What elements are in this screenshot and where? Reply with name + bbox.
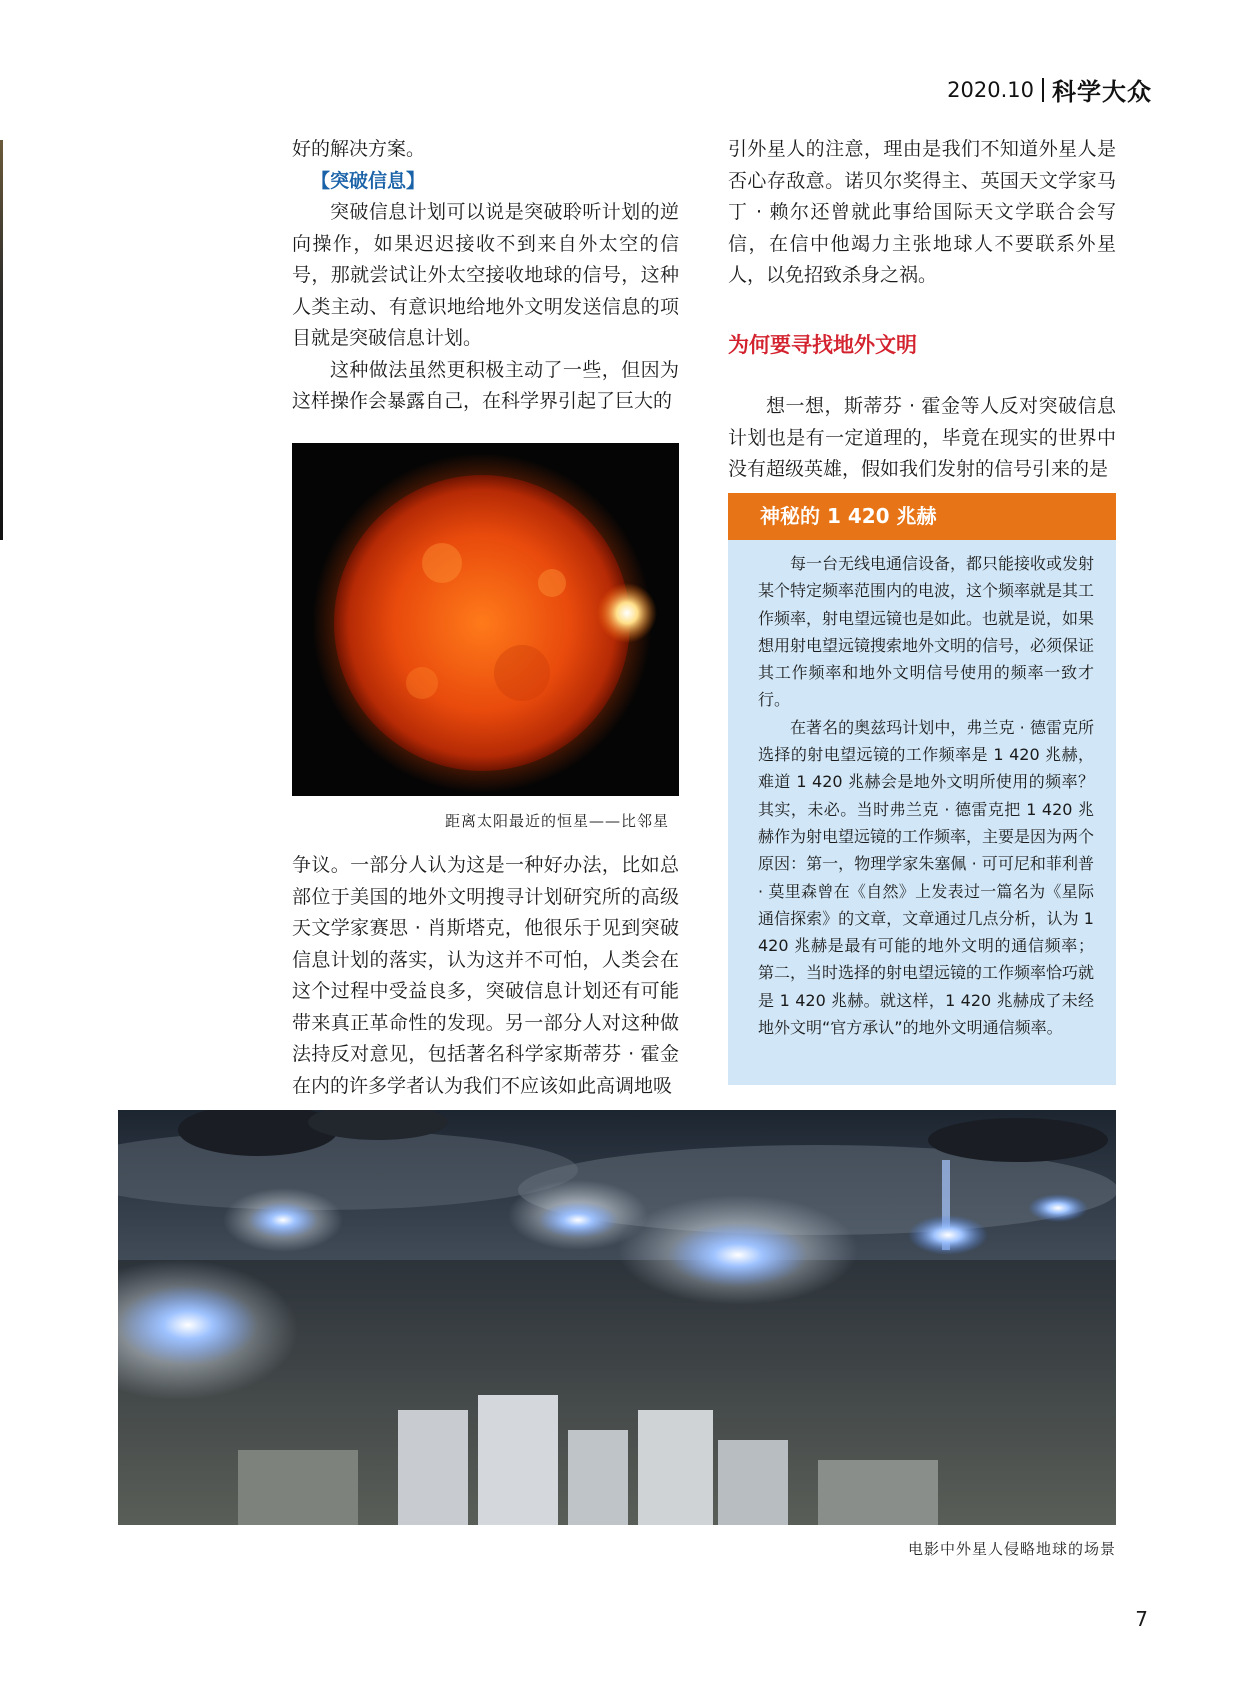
page-edge-strip	[0, 140, 3, 540]
right-column	[728, 134, 1116, 486]
magazine-logo: 科学大众	[1052, 77, 1152, 106]
sun-photo	[292, 443, 679, 796]
left-column-lower	[292, 850, 679, 1102]
sun-illustration	[292, 443, 679, 796]
left-column-upper	[292, 134, 679, 418]
issue-date: 2020.10	[947, 77, 1034, 102]
paragraph-continued: 引外星人的注意，理由是我们不知道外星人是否心存敌意。诺贝尔奖得主、英国天文学家马丁 · 赖尔还曾就此事给国际天文学联合会写信，在信中他竭力主张地球人不要联系外星人，以免招致杀身之祸。	[728, 138, 1116, 286]
paragraph: 突破信息计划可以说是突破聆听计划的逆向操作，如果迟迟接收不到来自外太空的信号，那就尝试让外太空接收地球的信号，这种人类主动、有意识地给地外文明发送信息的项目就是突破信息计划。	[292, 201, 679, 349]
page-header	[947, 72, 1152, 107]
paragraph: 想一想，斯蒂芬 · 霍金等人反对突破信息计划也是有一定道理的，毕竟在现实的世界中没有超级英雄，假如我们发射的信号引来的是	[728, 395, 1116, 480]
sidebar-text	[728, 540, 1116, 1041]
paragraph: 争议。一部分人认为这是一种好办法，比如总部位于美国的地外文明搜寻计划研究所的高级天文学家赛思 · 肖斯塔克，他很乐于见到突破信息计划的落实，认为这并不可怕，人类会在这个过程中受益良多，突破信息计划还有可能带来真正革命性的发现。另一部分人对这种做法持反对意见，包括著名科学家斯蒂芬 · 霍金在内的许多学者认为我们不应该如此高调地吸	[292, 854, 679, 1097]
sidebar-box	[728, 493, 1116, 1085]
sidebar-paragraph: 每一台无线电通信设备，都只能接收或发射某个特定频率范围内的电波，这个频率就是其工作频率，射电望远镜也是如此。也就是说，如果想用射电望远镜搜索地外文明的信号，必须保证其工作频率和地外文明信号使用的频率一致才行。	[758, 554, 1095, 710]
city-invasion-illustration	[118, 1110, 1116, 1525]
subheading-breakthrough-message: 【突破信息】	[311, 169, 426, 192]
section-title: 为何要寻找地外文明	[728, 332, 917, 357]
paragraph-continued: 好的解决方案。	[292, 138, 426, 160]
page-number: 7	[1135, 1607, 1148, 1631]
sidebar-title: 神秘的 1 420 兆赫	[728, 493, 1116, 540]
sun-photo-caption: 距离太阳最近的恒星——比邻星	[445, 812, 670, 830]
header-divider	[1042, 78, 1044, 102]
city-photo-caption: 电影中外星人侵略地球的场景	[907, 1540, 1116, 1558]
paragraph: 这种做法虽然更积极主动了一些，但因为这样操作会暴露自己，在科学界引起了巨大的	[292, 358, 679, 412]
alien-invasion-photo	[118, 1110, 1116, 1525]
sidebar-paragraph: 在著名的奥兹玛计划中，弗兰克 · 德雷克所选择的射电望远镜的工作频率是 1 420 兆赫，难道 1 420 兆赫会是地外文明所使用的频率？其实，未必。当时弗兰克 · 德雷克把 1 420 兆赫作为射电望远镜的工作频率，主要是因为两个原因：第一，物理学家朱塞佩 · 可可尼和菲利普 · 莫里森曾在《自然》上发表过一篇名为《星际通信探索》的文章，文章通过几点分析，认为 1 420 兆赫是最有可能的地外文明的通信频率；第二，当时选择的射电望远镜的工作频率恰巧就是 1 420 兆赫。就这样，1 420 兆赫成了未经地外文明“官方承认”的地外文明通信频率。	[758, 717, 1095, 1038]
